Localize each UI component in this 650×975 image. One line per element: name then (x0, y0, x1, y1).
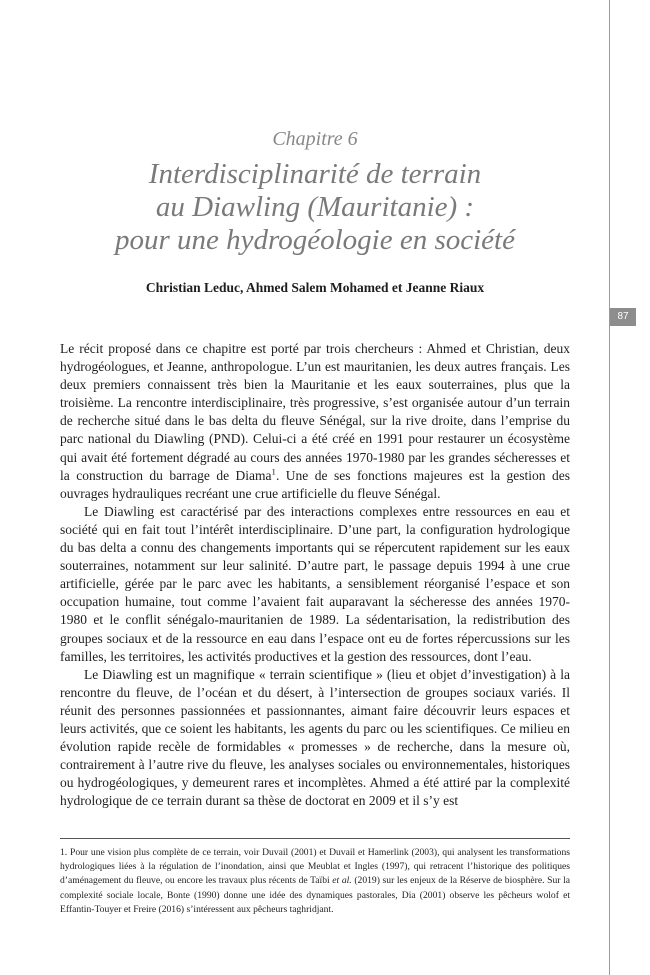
chapter-title-line: au Diawling (Mauritanie) : (155, 191, 475, 223)
footnote-divider (60, 838, 570, 839)
paragraph-3: Le Diawling est un magnifique « terrain scientifique » (lieu et objet d’investigation) à la rencontre du fleuve, de l’océan et du désert, à l’intersection de groupes sociaux variés. Il réunit des personnes passionnées et passionnantes, aimant faire découvrir leurs espaces et leurs activités, que ce soient les habitants, les agents du parc ou les scientifiques. Ce milieu en évolution rapide recèle de formidables « promesses » de recherche, dans la mesure où, contrairement à l’autre rive du fleuve, les analyses sociales ou environnementales, historiques ou hydrogéologiques, y demeurent rares et incomplètes. Ahmed a été attiré par la complexité hydrologique de ce terrain durant sa thèse de doctorat en 2009 et il s’y est (60, 666, 570, 809)
paragraph-1-text: Le récit proposé dans ce chapitre est porté par trois chercheurs : Ahmed et Christian, deux hydrogéologues, et Jeanne, anthropologue. L’un est mauritanien, les deux autres français. Les deux premiers connaissent très bien la Mauritanie et les eaux souterraines, plus que la troisième. La rencontre interdisciplinaire, très progressive, s’est organisée autour d’un terrain de recherche situé dans le bas delta du fleuve Sénégal, sur la rive droite, dans l’emprise du parc national du Diawling (PND). Celui-ci a été créé en 1991 pour restaurer un écosystème qui avait été fortement dégradé au cours des années 1970-1980 par les grandes sécheresses et la construction du barrage de Diama (60, 341, 570, 483)
paragraph-1-text-end: . Une de ses fonctions majeures est la gestion des ouvrages hydrauliques recréant une crue artificielle du fleuve Sénégal. (60, 467, 571, 501)
chapter-title-line: pour une hydrogéologie en société (115, 224, 515, 256)
footnote-1 (60, 846, 570, 917)
footnote-reference: 1 (271, 466, 276, 477)
body-text (60, 340, 570, 810)
footnote-text-end: (2019) sur les enjeux de la Réserve de biosphère. Sur la complexité sociale locale, Bonte (1990) donne une idée des dynamiques pastorales, Dia (2001) observe les pêcheurs wolof et Effantin-Touyer et Freire (2016) s’intéressent aux pêcheurs taghridjant. (60, 875, 571, 915)
chapter-title (60, 158, 570, 257)
paragraph-1 (60, 340, 570, 503)
chapter-label: Chapitre 6 (272, 128, 358, 150)
chapter-title-line: Interdisciplinarité de terrain (148, 158, 482, 190)
footnote-italic: et al. (332, 875, 352, 887)
page-number: 87 (610, 308, 636, 326)
margin-rule (609, 0, 610, 975)
footnote-text: 1. Pour une vision plus complète de ce terrain, voir Duvail (2001) et Duvail et Hamerlink (2003), qui analysent les transformations hydrologiques liées à la régulation de l’inondation, ainsi que Meublat et Ingles (1997), qui retracent l’historique des politiques d’aménagement du fleuve, ou encore les travaux plus récents de Taïbi (60, 847, 570, 887)
authors-line: Christian Leduc, Ahmed Salem Mohamed et Jeanne Riaux (145, 280, 485, 295)
paragraph-2: Le Diawling est caractérisé par des interactions complexes entre ressources en eau et société qui en fait tout l’intérêt interdisciplinaire. D’une part, la configuration hydrologique du bas delta a connu des changements importants qui se répercutent rapidement sur les eaux souterraines, notamment sur leur salinité. D’autre part, le passage depuis 1994 à une crue artificielle, gérée par le parc avec les habitants, a sensiblement réorganisé l’espace et son occupation humaine, tout comme l’avaient fait auparavant la sécheresse des années 1970-1980 et le conflit sénégalo-mauritanien de 1989. La sédentarisation, la redistribution des groupes sociaux et de la ressource en eau dans l’espace ont eu de fortes répercussions sur les familles, les territoires, les activités productives et la gestion des ressources, dont l’eau. (60, 503, 570, 664)
